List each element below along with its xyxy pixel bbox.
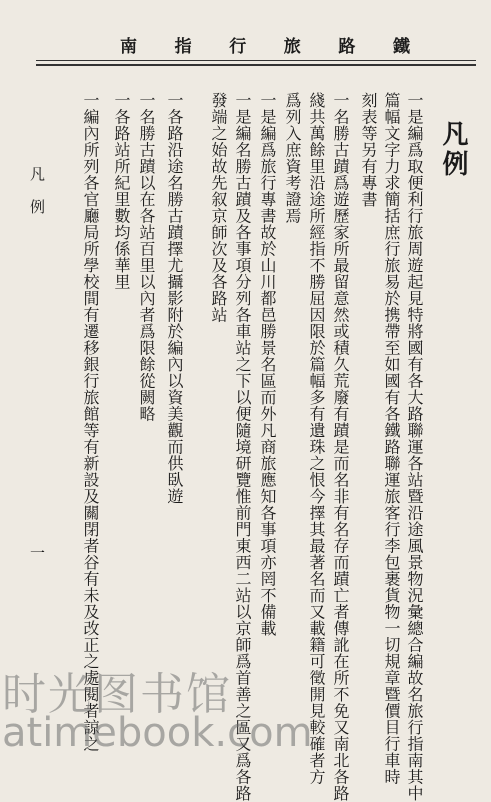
header-char: 指: [174, 37, 192, 57]
header-rule-thin: [36, 60, 476, 61]
text-column: 一各路站所紀里數均係華里: [112, 92, 131, 290]
header-rule-thick: [36, 64, 476, 66]
text-column: 一是編爲取便利行旅周遊起見特將國有各大路聯運各站暨沿途風景物況彙總合編故名旅行指南其中: [405, 92, 424, 802]
text-column: 綫共萬餘里沿途所經指不勝屈因限於篇幅多有遺珠之恨今擇其最著名而又載籍可徵開見較確者方: [307, 92, 326, 785]
text-column: 一編內所列各官廳局所學校間有遷移銀行旅館等有新設及關閉者谷有未及改正之處閱者諒之: [81, 92, 100, 752]
text-column: 一是編名勝古蹟及各事項分列各車站之下以便隨境研覽惟前門東西二站以京師爲首善之區又爲各路: [233, 92, 252, 802]
page-number: 一: [28, 545, 46, 560]
page-heading: 凡例: [438, 120, 468, 180]
text-column: 爲列入庶資考證焉: [283, 92, 302, 224]
text-column: 一名勝古蹟爲遊歷家所最留意然或積久荒廢有蹟是而名非有名存而蹟亡者傳訛在所不免又南北各路: [331, 92, 350, 802]
header-char: 鐵: [392, 37, 410, 57]
header-char: 南: [120, 37, 137, 57]
text-column: 發端之始故先叙京師次及各路站: [209, 92, 228, 323]
text-column: 篇幅文字力求簡括庶行旅易於携帶至如國有各鐵路聯運旅客行李包裹貨物一切規章暨價目行車時: [382, 92, 401, 785]
running-header-title: [120, 32, 410, 57]
text-column: 一是編爲旅行專書故於山川都邑勝景名區而外凡商旅應知各事項亦罔不備載: [258, 92, 277, 637]
watermark-chinese: 时光图书馆: [2, 669, 232, 720]
text-column: 刻表等另有專書: [359, 92, 378, 208]
watermark-url: atimebook.com: [2, 710, 313, 756]
header-char: 路: [338, 37, 356, 57]
header-char: 旅: [283, 37, 301, 57]
margin-section-label: 凡例: [28, 166, 46, 232]
text-column: 一名勝古蹟以在各站百里以內者爲限餘從闕略: [137, 92, 156, 422]
header-char: 行: [229, 37, 247, 57]
text-column: 一各路沿途名勝古蹟擇尤攝影附於編內以資美觀而供臥遊: [165, 92, 184, 505]
